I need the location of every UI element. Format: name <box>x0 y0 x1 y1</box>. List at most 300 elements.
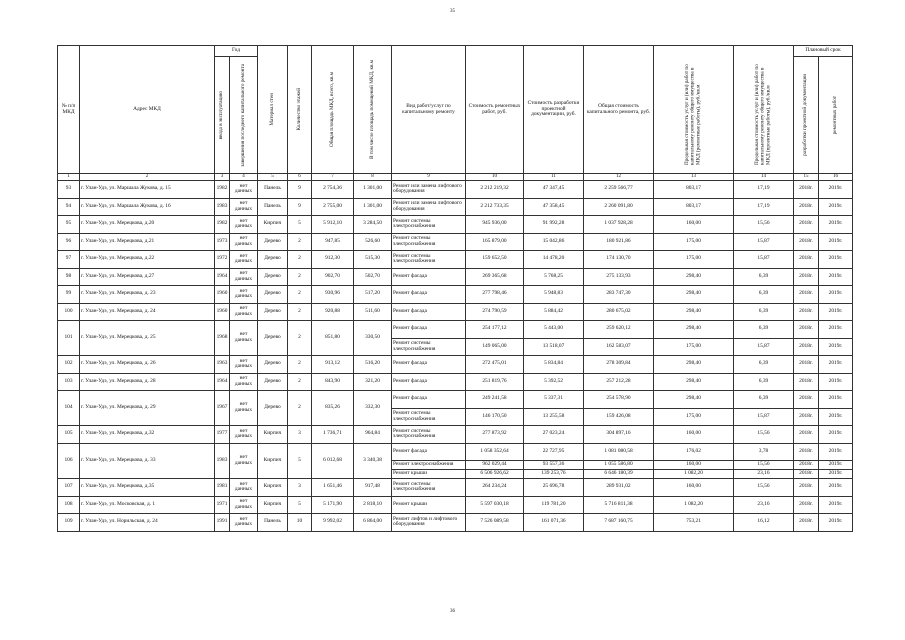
row-area2: 1 301,00 <box>354 198 392 216</box>
page-number-top: 35 <box>450 9 455 14</box>
row-plan-repair: 2019г. <box>819 496 853 514</box>
row-plan-repair: 2019г. <box>819 426 853 444</box>
row-work: Ремонт системы электроснабжения <box>392 408 466 426</box>
row-floors: 2 <box>288 233 312 251</box>
row-num: 95 <box>58 216 80 234</box>
row-work: Ремонт системы электроснабжения <box>392 426 466 444</box>
row-area2: 515,30 <box>354 251 392 269</box>
row-year-repair: нет данных <box>230 181 258 199</box>
row-limit-design: 15,87 <box>734 408 794 426</box>
row-floors: 3 <box>288 479 312 497</box>
row-repair-cost: 149 065,00 <box>466 338 524 356</box>
row-year-repair: нет данных <box>230 251 258 269</box>
row-total-cost: 6 646 180,39 <box>584 470 654 479</box>
row-limit-design: 3,78 <box>734 443 794 461</box>
row-total-cost: 257 212,28 <box>584 373 654 391</box>
row-design-cost: 5 834,84 <box>524 356 584 374</box>
row-limit-design: 15,87 <box>734 233 794 251</box>
row-area: 920,88 <box>312 303 354 321</box>
row-floors: 2 <box>288 303 312 321</box>
row-work: Ремонт крыши <box>392 470 466 479</box>
row-total-cost: 280 675,02 <box>584 303 654 321</box>
header-plan-repair: ремонтных работ <box>819 57 853 174</box>
row-plan-design: 2018г. <box>794 461 819 470</box>
header-work-type: Вид работ/услуг по капитальному ремонту <box>392 46 466 174</box>
row-limit-repair: 160,00 <box>654 479 734 497</box>
row-plan-repair: 2019г. <box>819 251 853 269</box>
row-limit-design: 15,56 <box>734 461 794 470</box>
row-plan-repair: 2019г. <box>819 233 853 251</box>
row-limit-repair: 298,40 <box>654 303 734 321</box>
row-plan-repair: 2019г. <box>819 408 853 426</box>
row-year-built: 1964 <box>215 268 230 286</box>
row-plan-design: 2018г. <box>794 408 819 426</box>
row-plan-repair: 2019г. <box>819 216 853 234</box>
row-area2: 526,60 <box>354 233 392 251</box>
header-limit-design: Предельная стоимость услуг и (или) работ по капитальному ремонту общего имущества в МКД (проектные работы), руб./кв.м <box>734 46 794 174</box>
row-plan-design: 2018г. <box>794 321 819 339</box>
row-area: 851,80 <box>312 321 354 356</box>
row-limit-design: 6,39 <box>734 373 794 391</box>
table-row <box>58 286 853 304</box>
row-area2: 2 818,10 <box>354 496 392 514</box>
row-year-repair: нет данных <box>230 426 258 444</box>
row-repair-cost: 962 029,44 <box>466 461 524 470</box>
row-num: 103 <box>58 373 80 391</box>
table-row <box>58 321 853 339</box>
row-floors: 9 <box>288 181 312 199</box>
row-work: Ремонт системы электроснабжения <box>392 216 466 234</box>
row-plan-repair: 2019г. <box>819 373 853 391</box>
row-repair-cost: 269 365,68 <box>466 268 524 286</box>
row-address: г. Улан-Удэ, ул. Мерецкова, д.21 <box>80 233 215 251</box>
row-material: Панель <box>258 198 288 216</box>
header-year-last-repair: завершения последнего капитального ремонта <box>230 57 258 174</box>
row-floors: 2 <box>288 286 312 304</box>
row-design-cost: 5 768,25 <box>524 268 584 286</box>
table-row <box>58 303 853 321</box>
row-address: г. Улан-Удэ, ул. Мерецкова, д. 23 <box>80 286 215 304</box>
row-work: Ремонт системы электроснабжения <box>392 251 466 269</box>
row-plan-design: 2018г. <box>794 303 819 321</box>
row-plan-repair: 2019г. <box>819 321 853 339</box>
row-work: Ремонт электроснабжения <box>392 461 466 470</box>
row-total-cost: 289 931,02 <box>584 479 654 497</box>
row-area2: 502,70 <box>354 268 392 286</box>
row-limit-repair: 176,02 <box>654 443 734 461</box>
table-row <box>58 496 853 514</box>
row-work: Ремонт или замена лифтового оборудования <box>392 181 466 199</box>
row-design-cost: 15 042,86 <box>524 233 584 251</box>
row-area2: 511,60 <box>354 303 392 321</box>
row-num: 104 <box>58 391 80 426</box>
row-year-built: 1983 <box>215 443 230 479</box>
row-year-repair: нет данных <box>230 514 258 532</box>
row-year-built: 1963 <box>215 356 230 374</box>
row-limit-repair: 298,40 <box>654 268 734 286</box>
row-area: 1 736,71 <box>312 426 354 444</box>
row-material: Кирпич <box>258 479 288 497</box>
row-design-cost: 119 781,20 <box>524 496 584 514</box>
row-repair-cost: 264 234,24 <box>466 479 524 497</box>
row-area: 912,30 <box>312 251 354 269</box>
row-plan-design: 2018г. <box>794 338 819 356</box>
row-area: 835,26 <box>312 391 354 426</box>
row-address: г. Улан-Удэ, ул. Мерецкова, д.20 <box>80 216 215 234</box>
row-repair-cost: 277 873,92 <box>466 426 524 444</box>
header-num: № п/п МКД <box>58 46 80 174</box>
row-design-cost: 13 255,58 <box>524 408 584 426</box>
row-total-cost: 1 055 586,80 <box>584 461 654 470</box>
row-limit-repair: 298,40 <box>654 373 734 391</box>
row-total-cost: 259 620,12 <box>584 321 654 339</box>
row-plan-repair: 2019г. <box>819 181 853 199</box>
row-year-built: 1960 <box>215 303 230 321</box>
row-total-cost: 162 583,07 <box>584 338 654 356</box>
row-repair-cost: 5 597 030,18 <box>466 496 524 514</box>
row-repair-cost: 251 819,76 <box>466 373 524 391</box>
row-work: Ремонт фасада <box>392 268 466 286</box>
row-area: 843,90 <box>312 373 354 391</box>
row-plan-repair: 2019г. <box>819 514 853 532</box>
row-plan-design: 2018г. <box>794 356 819 374</box>
row-year-repair: нет данных <box>230 268 258 286</box>
header-total-area: Общая площадь МКД, всего, кв.м <box>312 46 354 174</box>
header-design-cost: Стоимость разработки проектной документации, руб. <box>524 46 584 174</box>
row-work: Ремонт крыши <box>392 496 466 514</box>
row-area: 2 755,00 <box>312 198 354 216</box>
table-row <box>58 514 853 532</box>
table-row <box>58 233 853 251</box>
row-limit-design: 15,87 <box>734 338 794 356</box>
row-area2: 330,50 <box>354 321 392 356</box>
row-floors: 2 <box>288 373 312 391</box>
row-total-cost: 304 897,16 <box>584 426 654 444</box>
row-year-built: 1983 <box>215 198 230 216</box>
row-design-cost: 91 992,28 <box>524 216 584 234</box>
row-floors: 2 <box>288 391 312 426</box>
row-limit-design: 6,39 <box>734 303 794 321</box>
row-area: 6 012,68 <box>312 443 354 479</box>
row-material: Дерево <box>258 321 288 356</box>
row-material: Панель <box>258 181 288 199</box>
row-plan-design: 2018г. <box>794 268 819 286</box>
row-year-repair: нет данных <box>230 373 258 391</box>
row-address: г. Улан-Удэ, ул. Мерецкова, д. 28 <box>80 373 215 391</box>
row-num: 102 <box>58 356 80 374</box>
row-area2: 517,20 <box>354 286 392 304</box>
row-address: г. Улан-Удэ, ул. Мерецкова, д. 24 <box>80 303 215 321</box>
row-design-cost: 47 347,45 <box>524 181 584 199</box>
row-material: Дерево <box>258 373 288 391</box>
row-plan-design: 2018г. <box>794 251 819 269</box>
row-year-built: 1973 <box>215 233 230 251</box>
row-year-repair: нет данных <box>230 321 258 356</box>
header-wall-material: Материал стен <box>258 46 288 174</box>
row-year-repair: нет данных <box>230 198 258 216</box>
row-limit-repair: 160,00 <box>654 461 734 470</box>
row-work: Ремонт фасада <box>392 373 466 391</box>
row-year-built: 1960 <box>215 286 230 304</box>
row-limit-design: 6,39 <box>734 391 794 409</box>
page-number-bottom: 36 <box>450 609 455 614</box>
row-work: Ремонт фасада <box>392 286 466 304</box>
row-floors: 2 <box>288 251 312 269</box>
row-year-built: 1981 <box>215 479 230 497</box>
row-work: Ремонт фасада <box>392 391 466 409</box>
header-address: Адрес МКД <box>80 46 215 174</box>
row-total-cost: 2 259 566,77 <box>584 181 654 199</box>
row-area: 902,70 <box>312 268 354 286</box>
row-plan-repair: 2019г. <box>819 303 853 321</box>
row-plan-design: 2018г. <box>794 514 819 532</box>
row-repair-cost: 2 212 733,35 <box>466 198 524 216</box>
row-floors: 10 <box>288 514 312 532</box>
row-year-built: 1967 <box>215 391 230 426</box>
row-limit-design: 6,39 <box>734 356 794 374</box>
row-repair-cost: 277 798,46 <box>466 286 524 304</box>
row-year-built: 1982 <box>215 181 230 199</box>
row-limit-repair: 160,00 <box>654 426 734 444</box>
row-floors: 5 <box>288 216 312 234</box>
row-design-cost: 13 518,07 <box>524 338 584 356</box>
row-year-repair: нет данных <box>230 286 258 304</box>
row-limit-repair: 803,17 <box>654 181 734 199</box>
row-year-built: 1982 <box>215 216 230 234</box>
row-repair-cost: 159 652,50 <box>466 251 524 269</box>
row-material: Дерево <box>258 251 288 269</box>
row-area: 2 754,36 <box>312 181 354 199</box>
row-plan-design: 2018г. <box>794 216 819 234</box>
row-material: Дерево <box>258 391 288 426</box>
row-limit-repair: 175,00 <box>654 338 734 356</box>
row-plan-repair: 2019г. <box>819 198 853 216</box>
row-plan-design: 2018г. <box>794 181 819 199</box>
row-area: 9 992,02 <box>312 514 354 532</box>
row-material: Кирпич <box>258 426 288 444</box>
row-limit-repair: 175,00 <box>654 233 734 251</box>
row-num: 94 <box>58 198 80 216</box>
row-area: 1 651,46 <box>312 479 354 497</box>
row-limit-design: 15,56 <box>734 479 794 497</box>
row-total-cost: 5 716 811,38 <box>584 496 654 514</box>
row-work: Ремонт фасада <box>392 443 466 461</box>
table-row <box>58 443 853 461</box>
row-work: Ремонт системы электроснабжения <box>392 479 466 497</box>
row-year-built: 1971 <box>215 496 230 514</box>
row-address: г. Улан-Удэ, ул. Мерецкова, д.32 <box>80 426 215 444</box>
row-plan-repair: 2019г. <box>819 461 853 470</box>
row-material: Кирпич <box>258 216 288 234</box>
row-total-cost: 2 260 091,80 <box>584 198 654 216</box>
row-total-cost: 254 578,90 <box>584 391 654 409</box>
row-year-repair: нет данных <box>230 356 258 374</box>
row-num: 105 <box>58 426 80 444</box>
row-plan-design: 2018г. <box>794 286 819 304</box>
row-design-cost: 5 392,52 <box>524 373 584 391</box>
table-row <box>58 391 853 409</box>
row-repair-cost: 146 170,50 <box>466 408 524 426</box>
capital-repair-table <box>57 45 853 532</box>
table-row <box>58 181 853 199</box>
table-row <box>58 216 853 234</box>
row-area: 913,12 <box>312 356 354 374</box>
row-plan-repair: 2019г. <box>819 356 853 374</box>
row-limit-repair: 298,40 <box>654 286 734 304</box>
row-limit-design: 17,19 <box>734 181 794 199</box>
row-total-cost: 1 037 928,28 <box>584 216 654 234</box>
header-year-group: Год <box>215 46 258 57</box>
row-material: Дерево <box>258 286 288 304</box>
row-plan-design: 2018г. <box>794 479 819 497</box>
row-limit-design: 6,39 <box>734 321 794 339</box>
row-num: 93 <box>58 181 80 199</box>
row-plan-repair: 2019г. <box>819 268 853 286</box>
row-limit-repair: 175,00 <box>654 251 734 269</box>
row-work: Ремонт системы электроснабжения <box>392 233 466 251</box>
row-plan-repair: 2019г. <box>819 479 853 497</box>
header-premises-area: В том числе площадь помещений МКД, кв.м <box>354 46 392 174</box>
row-num: 106 <box>58 443 80 479</box>
row-limit-design: 23,16 <box>734 470 794 479</box>
row-plan-repair: 2019г. <box>819 470 853 479</box>
row-repair-cost: 6 506 926,62 <box>466 470 524 479</box>
row-year-repair: нет данных <box>230 391 258 426</box>
row-address: г. Улан-Удэ, ул. Мерецкова, д. 25 <box>80 321 215 356</box>
table-row <box>58 426 853 444</box>
row-floors: 5 <box>288 496 312 514</box>
row-material: Дерево <box>258 233 288 251</box>
row-limit-repair: 1 082,20 <box>654 470 734 479</box>
row-address: г. Улан-Удэ, ул. Мерецкова, д.35 <box>80 479 215 497</box>
row-material: Дерево <box>258 303 288 321</box>
row-year-built: 1968 <box>215 321 230 356</box>
row-total-cost: 174 130,70 <box>584 251 654 269</box>
row-limit-design: 6,39 <box>734 268 794 286</box>
row-num: 107 <box>58 479 80 497</box>
row-plan-design: 2018г. <box>794 426 819 444</box>
row-area2: 516,20 <box>354 356 392 374</box>
row-limit-design: 15,87 <box>734 251 794 269</box>
row-limit-repair: 298,40 <box>654 391 734 409</box>
row-year-built: 1972 <box>215 251 230 269</box>
row-year-repair: нет данных <box>230 233 258 251</box>
header-repair-cost: Стоимость ремонтных работ, руб. <box>466 46 524 174</box>
row-design-cost: 161 071,36 <box>524 514 584 532</box>
row-design-cost: 5 443,00 <box>524 321 584 339</box>
row-limit-repair: 298,40 <box>654 321 734 339</box>
row-work: Ремонт фасада <box>392 303 466 321</box>
row-total-cost: 180 921,86 <box>584 233 654 251</box>
row-num: 108 <box>58 496 80 514</box>
row-plan-design: 2018г. <box>794 391 819 409</box>
row-repair-cost: 272 475,01 <box>466 356 524 374</box>
row-plan-repair: 2019г. <box>819 286 853 304</box>
row-address: г. Улан-Удэ, ул. Норильская, д. 24 <box>80 514 215 532</box>
row-limit-repair: 160,00 <box>654 216 734 234</box>
row-limit-design: 16,12 <box>734 514 794 532</box>
row-repair-cost: 2 212 219,32 <box>466 181 524 199</box>
header-floors: Количество этажей <box>288 46 312 174</box>
row-design-cost: 139 253,76 <box>524 470 584 479</box>
row-design-cost: 47 358,45 <box>524 198 584 216</box>
row-area2: 6 864,00 <box>354 514 392 532</box>
row-year-repair: нет данных <box>230 216 258 234</box>
row-plan-design: 2018г. <box>794 470 819 479</box>
row-address: г. Улан-Удэ, ул. Маршала Жукова, д. 15 <box>80 181 215 199</box>
row-area: 5 912,10 <box>312 216 354 234</box>
table-row <box>58 268 853 286</box>
row-repair-cost: 274 790,59 <box>466 303 524 321</box>
row-plan-repair: 2019г. <box>819 338 853 356</box>
row-total-cost: 283 747,30 <box>584 286 654 304</box>
column-number-row: 1 2 3 4 5 6 7 8 9 10 11 12 13 14 15 16 <box>58 174 853 181</box>
row-year-repair: нет данных <box>230 303 258 321</box>
row-design-cost: 93 557,36 <box>524 461 584 470</box>
row-work: Ремонт лифтов и лифтового оборудования <box>392 514 466 532</box>
row-area2: 3 340,38 <box>354 443 392 479</box>
row-area2: 321,20 <box>354 373 392 391</box>
row-plan-design: 2018г. <box>794 496 819 514</box>
row-plan-design: 2018г. <box>794 198 819 216</box>
row-num: 99 <box>58 286 80 304</box>
row-num: 98 <box>58 268 80 286</box>
table-body <box>58 181 853 532</box>
table-row <box>58 479 853 497</box>
row-area: 930,96 <box>312 286 354 304</box>
row-num: 96 <box>58 233 80 251</box>
row-work: Ремонт фасада <box>392 321 466 339</box>
row-address: г. Улан-Удэ, ул. Мерецкова, д.22 <box>80 251 215 269</box>
table-row <box>58 373 853 391</box>
row-area2: 917,48 <box>354 479 392 497</box>
header-plan-design: разработки проектной документации <box>794 57 819 174</box>
table-row <box>58 198 853 216</box>
row-limit-repair: 1 082,20 <box>654 496 734 514</box>
header-year-built: ввода в эксплуатацию <box>215 57 230 174</box>
row-address: г. Улан-Удэ, ул. Маршала Жукова, д. 16 <box>80 198 215 216</box>
row-year-built: 1964 <box>215 373 230 391</box>
row-design-cost: 5 337,31 <box>524 391 584 409</box>
row-floors: 5 <box>288 443 312 479</box>
row-repair-cost: 165 879,00 <box>466 233 524 251</box>
row-year-built: 1991 <box>215 514 230 532</box>
row-limit-design: 6,39 <box>734 286 794 304</box>
row-limit-design: 15,56 <box>734 216 794 234</box>
row-plan-repair: 2019г. <box>819 443 853 461</box>
row-limit-repair: 753,21 <box>654 514 734 532</box>
row-total-cost: 1 081 080,58 <box>584 443 654 461</box>
row-material: Дерево <box>258 356 288 374</box>
row-floors: 9 <box>288 198 312 216</box>
row-total-cost: 278 309,84 <box>584 356 654 374</box>
row-design-cost: 22 727,95 <box>524 443 584 461</box>
row-repair-cost: 249 241,58 <box>466 391 524 409</box>
row-limit-repair: 803,17 <box>654 198 734 216</box>
row-material: Дерево <box>258 268 288 286</box>
row-area: 947,85 <box>312 233 354 251</box>
row-year-repair: нет данных <box>230 479 258 497</box>
row-work: Ремонт системы электроснабжения <box>392 338 466 356</box>
row-limit-design: 15,56 <box>734 426 794 444</box>
row-limit-repair: 298,40 <box>654 356 734 374</box>
row-address: г. Улан-Удэ, ул. Московская, д. 1 <box>80 496 215 514</box>
row-area: 5 171,90 <box>312 496 354 514</box>
row-limit-repair: 175,00 <box>654 408 734 426</box>
row-area2: 1 301,00 <box>354 181 392 199</box>
row-repair-cost: 1 058 352,64 <box>466 443 524 461</box>
row-design-cost: 25 696,78 <box>524 479 584 497</box>
